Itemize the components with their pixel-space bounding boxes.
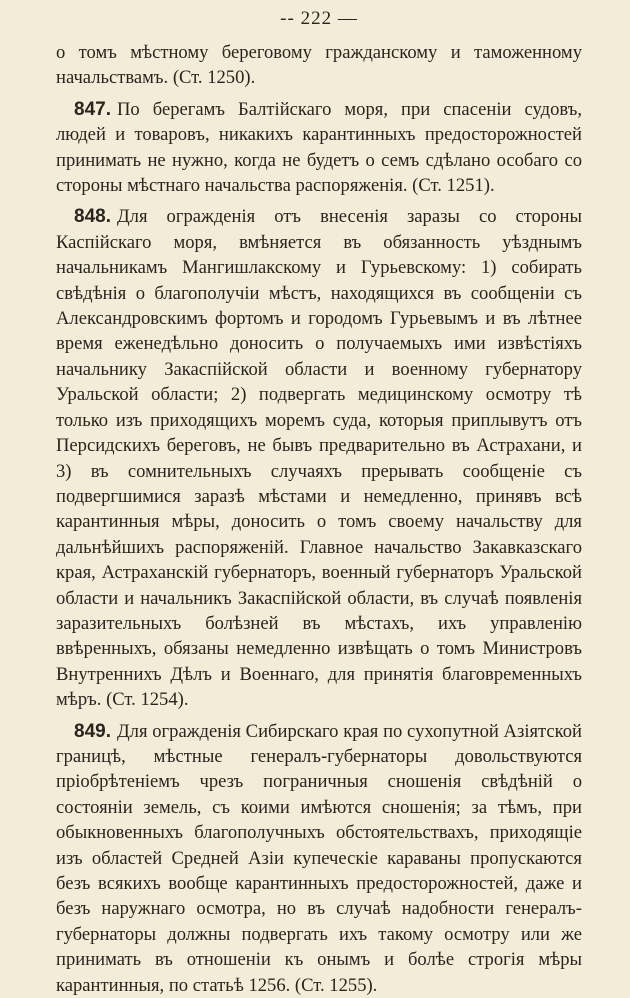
paragraph-text: Для огражденія отъ внесенія заразы со стороны Каспійскаго моря, вмѣняется въ обязанность уѣзднымъ начальникамъ Мангишлакскому и Гурьевскому: 1) собирать свѣдѣнія о благополучіи мѣстъ, находящихся въ сообщеніи съ Александровскимъ фортомъ и городомъ Гурьевымъ и въ лѣтнее время еженедѣльно доносить о получаемыхъ ими извѣстіяхъ начальнику Закаспійской области и военному губернатору Уральской области; 2) подвергать медицинскому осмотру тѣ только изъ приходящихъ моремъ суда, которыя приплывутъ отъ Персидскихъ береговъ, не бывъ предварительно въ Астрахани, и 3) въ сомнительныхъ случаяхъ прерывать сообщеніе съ подвергшимися заразѣ мѣстами и немедленно, принявъ всѣ карантинныя мѣры, доносить о томъ своему начальству для дальнѣйшихъ распоряженій. Главное начальство Закавказскаго края, Астраханскій губернаторъ, военный губернаторъ Уральской области и начальникъ Закаспійской области, въ случаѣ появленія заразительныхъ болѣзней въ мѣстахъ, ихъ управленію ввѣренныхъ, обязаны немедленно извѣщать о томъ Министровъ Внутреннихъ Дѣлъ и Военнаго, для принятія благовременныхъ мѣръ. (Ст. 1254).	[56, 206, 582, 711]
paragraph-text: о томъ мѣстному береговому гражданскому и таможенному начальствамъ. (Ст. 1250).	[56, 42, 582, 89]
article-number: 847.	[74, 98, 111, 120]
article-848	[56, 204, 582, 712]
paragraph-text: Для огражденія Сибирскаго края по сухопутной Азіятской границѣ, мѣстные генералъ-губернаторы довольствуются пріобрѣтеніемъ чрезъ пограничныя сношенія свѣдѣній о состояніи земель, съ коими имѣются сношенія; за тѣмъ, при обыкновенныхъ благополучныхъ обстоятельствахъ, приходящіе изъ областей Средней Азіи купеческіе караваны пропускаются безъ всякихъ вообще карантинныхъ предосторожностей, даже и безъ наружнаго осмотра, но въ случаѣ надобности генералъ-губернаторы должны подвергать ихъ такому осмотру или же принимать въ отношеніи къ онымъ и болѣе строгія мѣры карантинныя, по статьѣ 1256. (Ст. 1255).	[56, 720, 582, 996]
article-number: 848.	[74, 206, 111, 228]
article-849	[56, 719, 582, 998]
article-number: 849.	[74, 720, 111, 742]
paragraph-text: По берегамъ Балтійскаго моря, при спасеніи судовъ, людей и товаровъ, никакихъ карантинныхъ предосторожностей принимать не нужно, когда не будетъ о семъ сдѣлано особаго со стороны мѣстнаго начальства распоряженія. (Ст. 1251).	[56, 98, 582, 197]
article-847	[56, 97, 582, 199]
paragraph-continuation	[56, 40, 582, 91]
page-number: -- 222 —	[280, 8, 358, 29]
